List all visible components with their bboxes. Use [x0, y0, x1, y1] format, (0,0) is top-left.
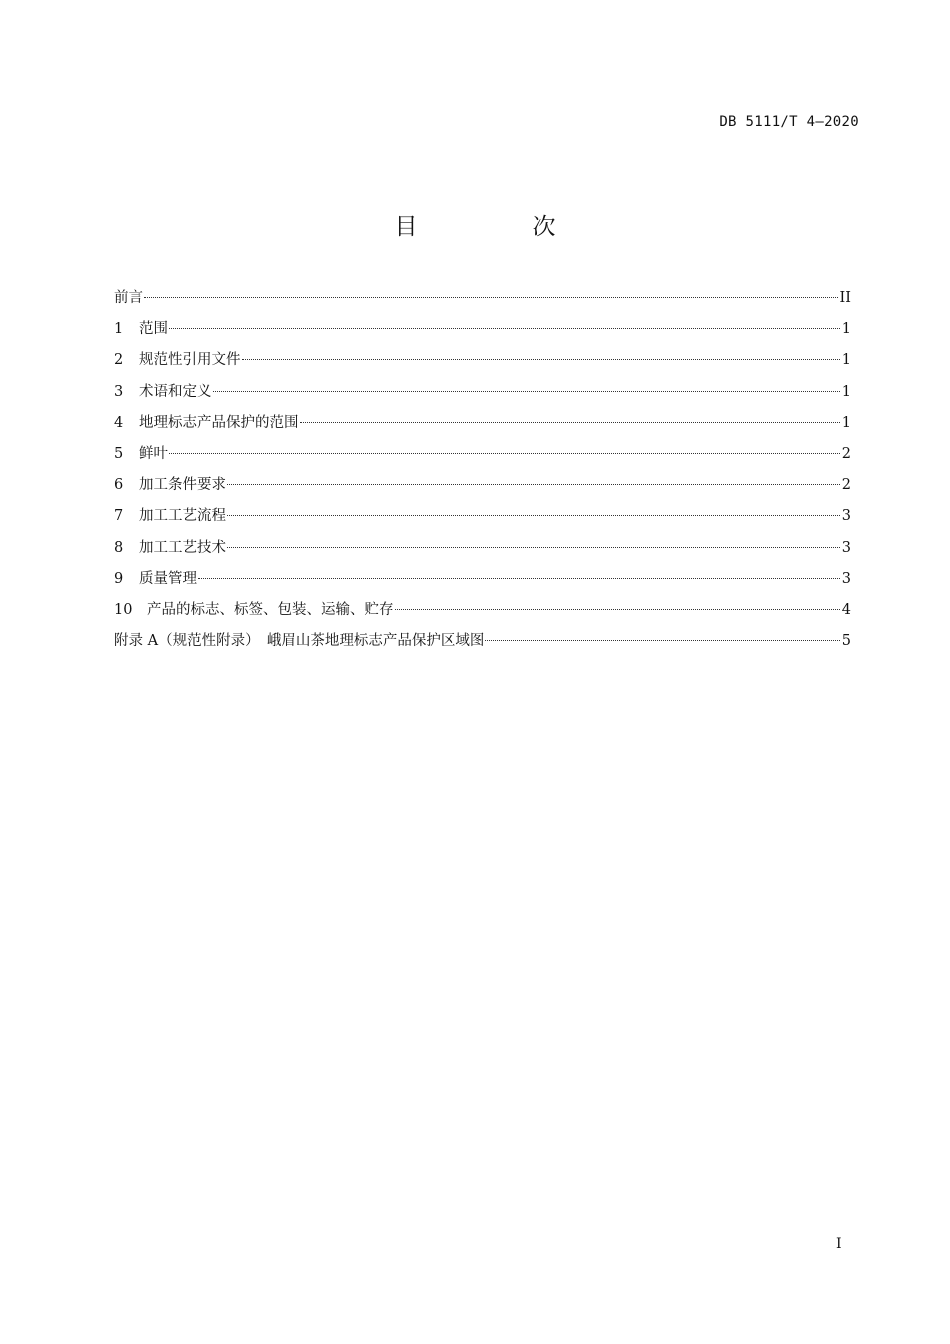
page-number: I: [836, 1236, 842, 1252]
toc-entry-6[interactable]: [114, 470, 851, 501]
toc-leader-dots: [213, 391, 840, 392]
toc-entry-text: 产品的标志、标签、包装、运输、贮存: [147, 601, 394, 618]
toc-entry-number: 7: [114, 508, 124, 525]
toc-entry-appendix-a[interactable]: [114, 626, 851, 657]
toc-entry-page: II: [839, 290, 851, 306]
toc-entry-text: 质量管理: [139, 570, 197, 587]
toc-entry-text: 术语和定义: [139, 383, 212, 400]
toc-entry-page: 1: [841, 352, 851, 369]
toc-entry-9[interactable]: [114, 564, 851, 595]
toc-leader-dots: [198, 578, 840, 579]
toc-entry-number: 6: [114, 477, 124, 494]
toc-leader-dots: [227, 547, 840, 548]
toc-entry-number: 3: [114, 383, 124, 400]
toc-entry-foreword[interactable]: [114, 283, 851, 314]
toc-entry-text: 加工工艺技术: [139, 539, 226, 556]
toc-entry-4[interactable]: [114, 408, 851, 439]
toc-entry-number: 5: [114, 445, 124, 462]
toc-leader-dots: [169, 328, 840, 329]
toc-entry-3[interactable]: [114, 377, 851, 408]
toc-entry-page: 4: [841, 601, 851, 618]
toc-entry-page: 2: [841, 445, 851, 462]
toc-entry-page: 1: [841, 414, 851, 431]
toc-leader-dots: [169, 453, 840, 454]
toc-entry-number: 2: [114, 352, 124, 369]
toc-leader-dots: [227, 515, 840, 516]
toc-title: 目 次: [394, 214, 602, 240]
toc-leader-dots: [485, 640, 839, 641]
toc-entry-page: 1: [841, 383, 851, 400]
toc-entry-10[interactable]: [114, 595, 851, 626]
toc-entry-number: 10: [114, 601, 133, 618]
toc-entry-page: 3: [841, 539, 851, 556]
toc-entry-text: 附录 A（规范性附录） 峨眉山茶地理标志产品保护区域图: [114, 633, 485, 650]
toc-entry-number: 9: [114, 570, 124, 587]
toc-leader-dots: [395, 609, 840, 610]
table-of-contents: [114, 283, 851, 657]
toc-leader-dots: [227, 484, 840, 485]
toc-entry-1[interactable]: [114, 314, 851, 345]
toc-entry-text: 加工条件要求: [139, 477, 226, 494]
document-code: DB 5111/T 4—2020: [719, 114, 859, 130]
toc-entry-number: 4: [114, 414, 124, 431]
toc-entry-page: 1: [841, 321, 851, 338]
toc-entry-page: 2: [841, 477, 851, 494]
toc-entry-text: 规范性引用文件: [139, 352, 241, 369]
toc-entry-8[interactable]: [114, 533, 851, 564]
toc-entry-text: 地理标志产品保护的范围: [139, 414, 299, 431]
toc-entry-text: 范围: [139, 321, 168, 338]
toc-entry-7[interactable]: [114, 501, 851, 532]
toc-entry-text: 前言: [114, 290, 143, 306]
toc-leader-dots: [144, 297, 838, 298]
toc-entry-2[interactable]: [114, 345, 851, 376]
toc-entry-number: 1: [114, 321, 124, 338]
toc-entry-5[interactable]: [114, 439, 851, 470]
toc-entry-page: 3: [841, 570, 851, 587]
toc-leader-dots: [242, 359, 840, 360]
toc-leader-dots: [300, 422, 840, 423]
toc-entry-number: 8: [114, 539, 124, 556]
toc-entry-page: 5: [841, 633, 851, 650]
toc-entry-page: 3: [841, 508, 851, 525]
toc-entry-text: 鲜叶: [139, 445, 168, 462]
toc-entry-text: 加工工艺流程: [139, 508, 226, 525]
